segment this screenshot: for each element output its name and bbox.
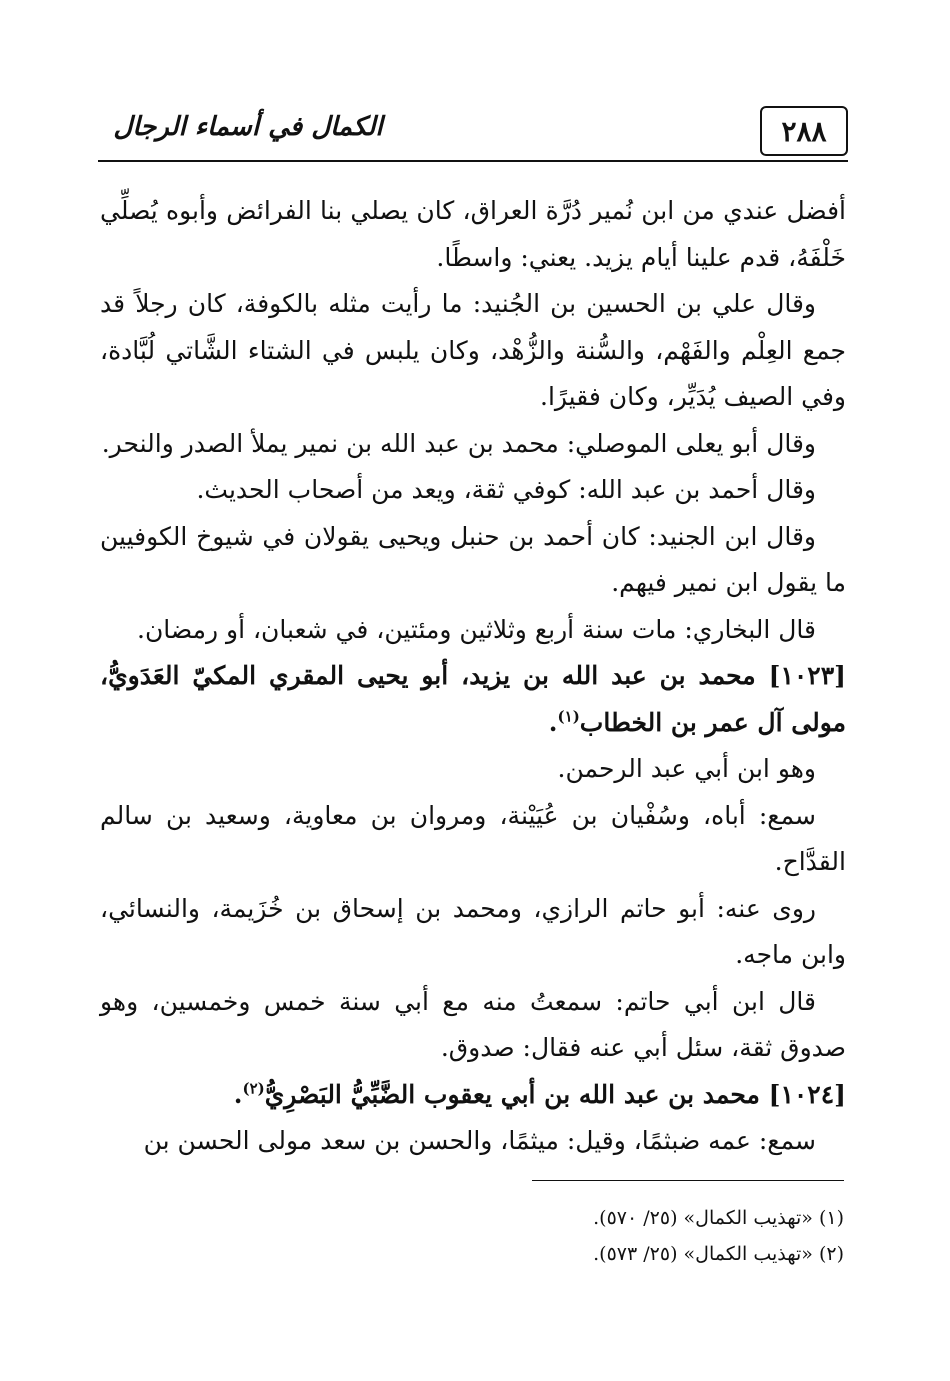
book-title: الكمال في أسماء الرجال (113, 112, 383, 142)
main-text (100, 188, 846, 1165)
entry-end: . (233, 1079, 243, 1109)
paragraph: وقال أبو يعلى الموصلي: محمد بن عبد الله بن نمير يملأ الصدر والنحر. (101, 428, 816, 458)
paragraph: وقال ابن الجنيد: كان أحمد بن حنبل ويحيى يقولان في شيوخ الكوفيين ما يقول ابن نمير فيهم. (100, 521, 846, 597)
paragraph: وهو ابن أبي عبد الرحمن. (557, 754, 816, 783)
entry-title: [١٠٢٣] محمد بن عبد الله بن يزيد، أبو يحيى المقري المكيّ العَدَويُّ، مولى آل عمر بن الخطاب (100, 661, 846, 737)
footnotes (300, 1200, 844, 1272)
footnote: (٢) «تهذيب الكمال» (٢٥/ ٥٧٣). (593, 1243, 844, 1265)
paragraph: سمع: عمه ضبثمًا، وقيل: ميثمًا، والحسن بن سعد مولى الحسن بن (143, 1126, 816, 1155)
paragraph: وقال علي بن الحسين بن الجُنيد: ما رأيت مثله بالكوفة، كان رجلاً قد جمع العِلْم والفَهْم، والسُّنة والزُّهْد، وكان يلبس في الشتاء الشَّاتي لُبَّادة، وفي الصيف يُدَيِّر، وكان فقيرًا. (100, 289, 846, 411)
header-rule (98, 160, 848, 162)
page-header (98, 96, 848, 162)
footnote: (١) «تهذيب الكمال» (٢٥/ ٥٧٠). (593, 1207, 844, 1229)
page-number: ٢٨٨ (760, 106, 848, 156)
paragraph: روى عنه: أبو حاتم الرازي، ومحمد بن إسحاق بن خُزَيمة، والنسائي، وابن ماجه. (100, 893, 846, 969)
footnote-marker: (٢) (242, 1079, 265, 1098)
paragraph: قال البخاري: مات سنة أربع وثلاثين ومئتين، في شعبان، أو رمضان. (137, 614, 816, 644)
paragraph: قال ابن أبي حاتم: سمعتُ منه مع أبي سنة خمس وخمسين، وهو صدوق ثقة، سئل أبي عنه فقال: صدوق. (100, 986, 846, 1062)
footnote-marker: (١) (557, 707, 580, 726)
entry-heading-1023 (100, 653, 846, 746)
paragraph: أفضل عندي من ابن نُمير دُرَّة العراق، كان يصلي بنا الفرائض وأبوه يُصلِّي خَلْفَهُ، قدم علينا أيام يزيد. يعني: واسطًا. (100, 196, 846, 272)
entry-heading-1024 (100, 1072, 846, 1119)
paragraph: سمع: أباه، وسُفْيان بن عُيَيْنة، ومروان بن معاوية، وسعيد بن سالم القدَّاح. (100, 800, 846, 876)
entry-end: . (548, 707, 558, 737)
footnote-rule (532, 1180, 844, 1181)
paragraph: وقال أحمد بن عبد الله: كوفي ثقة، ويعد من أصحاب الحديث. (196, 475, 816, 504)
entry-title: [١٠٢٤] محمد بن عبد الله بن أبي يعقوب الضَّبِّيُّ البَصْرِيُّ (264, 1079, 846, 1109)
